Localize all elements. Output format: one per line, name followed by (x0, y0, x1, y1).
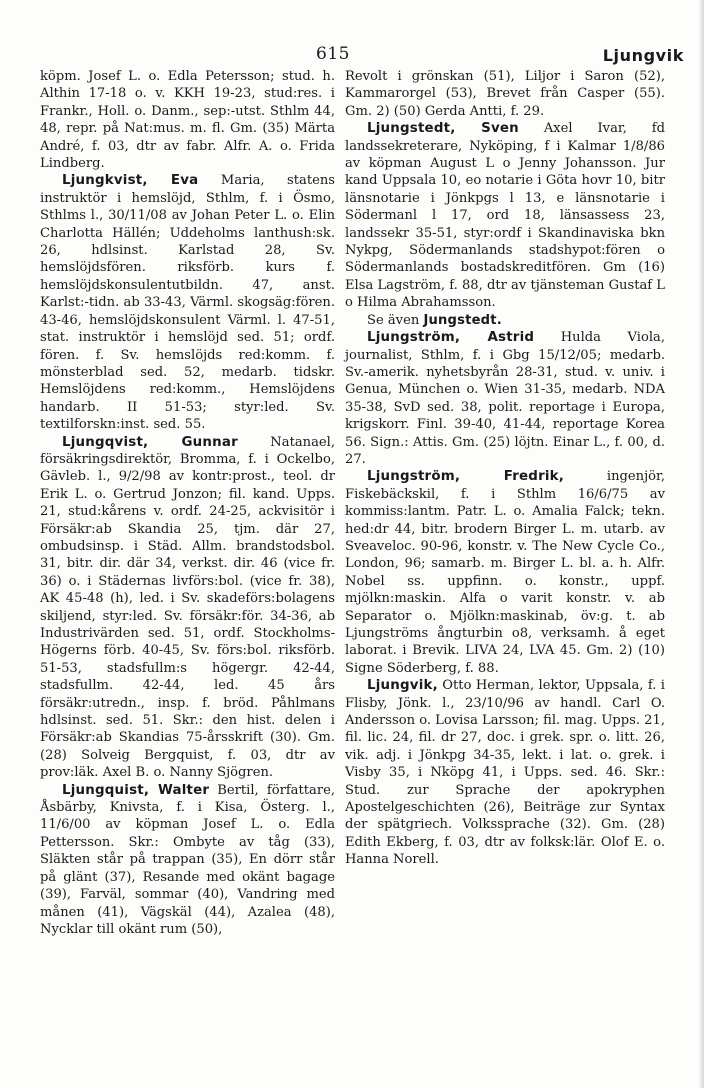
entry-ljungkvist-eva (40, 172, 335, 433)
left-column (40, 68, 335, 938)
entry-ljungqvist-gunnar (40, 434, 335, 782)
entry-name: Ljungström, Astrid (367, 330, 535, 346)
entry-text: Revolt i grönskan (51), Liljor i Saron (52), Kammarorgel (53), Brevet från Casper (55). Gm. 2) (50) Gerda Antti, f. 29. (345, 69, 665, 119)
entry-text: Natanael, försäkringsdirektör, Bromma, f. i Ockelbo, Gävleb. l., 9/2/98 av kontr:prost., teol. dr Erik L. o. Gertrud Jonzon; fil. kand. Upps. 21, stud:kårens v. ordf. 24-25, ackvisitör i Försäkr:ab Skandia 25, tjm. där 27, ombudsinsp. i Städ. Allm. brandstodsbol. 31, bitr. dir. där 34, verkst. dir. 46 (vice fr. 36) o. i Städernas livförs:bol. (vice fr. 38), AK 45-48 (h), led. i Sv. skadeförs:bolagens skiljend, styr:led. Sv. försäkr:för. 34-36, ab Industrivärden sed. 51, ordf. Stockholms-Högerns förb. 40-45, Sv. förs:bol. riksförb. 51-53, stadsfullm:s högergr. 42-44, stadsfullm. 42-44, led. 45 års försäkr:utredn., insp. f. bröd. Påhlmans hdlsinst. sed. 51. Skr.: den hist. delen i Försäkr:ab Skandias 75-årsskrift (30). Gm. (28) Solveig Bergquist, f. 03, dtr av prov:läk. Axel B. o. Nanny Sjögren. (40, 434, 335, 781)
see-also-label: Se även (367, 312, 424, 328)
entry-text: Hulda Viola, journalist, Sthlm, f. i Gbg 15/12/05; medarb. Sv.-amerik. nyhetsbyrån 28-31, stud. v. univ. i Genua, München o. Wien 31-35, medarb. NDA 35-38, SvD sed. 38, polit. reportage i Europa, krigskorr. Finl. 39-40, 41-44, reportage Korea 56. Sign.: Attis. Gm. (25) löjtn. Einar L., f. 00, d. 27. (345, 330, 665, 467)
entry-text: Otto Herman, lektor, Uppsala, f. i Flisby, Jönk. l., 23/10/96 av handl. Carl O. Andersson o. Lovisa Larsson; fil. mag. Upps. 21, fil. lic. 24, fil. dr 27, doc. i grek. spr. o. litt. 26, vik. adj. i Jönkpg 34-35, lekt. i lat. o. grek. i Visby 35, i Nköpg 41, i Upps. sed. 46. Skr.: Stud. zur Sprache der apokryphen Apostelgeschichten (26), Beiträge zur Syntax der spätgriech. Volkssprache (32). Gm. (28) Edith Ekberg, f. 03, dtr av folksk:lär. Olof E. o. Hanna Norell. (345, 678, 665, 868)
entry-ljungstedt-sven (345, 120, 665, 311)
scan-edge-shadow (698, 0, 704, 1088)
entry-name: Ljungquist, Walter (62, 782, 210, 798)
entry-name: Ljungvik, (367, 678, 438, 694)
entry-text: ingenjör, Fiskebäckskil, f. i Sthlm 16/6/75 av kommiss:lantm. Patr. L. o. Amalia Falck; tekn. hed:dr 44, bitr. brodern Birger L. m. utarb. av Sveaveloc. 90-96, konstr. v. The New Cycle Co., London, 96; samarb. m. Birger L. bl. a. h. Alfr. Nobel ss. uppfinn. o. konstr., uppf. mjölkn:maskin. Alfa o varit konstr. v. ab Separator o. Mjölkn:maskinab, öv:g. t. ab Ljungströms ångturbin o8, verksamh. å eget laborat. i Brevik. LIVA 24, LVA 45. Gm. 2) (10) Signe Söderberg, f. 88. (345, 469, 665, 676)
page-number: 615 (316, 44, 350, 64)
entry-ljungstrom-fredrik (345, 468, 665, 677)
entry-name: Ljungqvist, Gunnar (62, 434, 238, 450)
entry-text: Bertil, författare, Åsbärby, Knivsta, f. i Kisa, Österg. l., 11/6/00 av köpman Josef L. o. Edla Pettersson. Skr.: Ombyte av tåg (33), Släkten står på trappan (35), En dörr står på glänt (37), Resande med okänt bagage (39), Farväl, sommar (40), Vandring med månen (41), Vägskäl (44), Azalea (48), Nycklar till okänt rum (50), (40, 782, 335, 937)
entry-ljungquist-walter (40, 782, 335, 939)
entry-name: Ljungström, Fredrik, (367, 469, 565, 485)
right-column (345, 68, 665, 869)
entry-ljungstrom-astrid (345, 329, 665, 468)
entry-name: Ljungkvist, Eva (62, 173, 199, 189)
entry-name: Ljungstedt, Sven (367, 121, 519, 137)
entry-continuation (345, 68, 665, 120)
see-also-name[interactable]: Jungstedt. (423, 312, 502, 328)
entry-text: Maria, statens instruktör i hemslöjd, Sthlm, f. i Ösmo, Sthlms l., 30/11/08 av Johan Peter L. o. Elin Charlotta Hällén; Uddeholms lanthush:sk. 26, hdlsinst. Karlstad 28, Sv. hemslöjdsfören. riksförb. kurs f. hemslöjdskonsulentutbildn. 47, anst. Karlst:-tidn. ab 33-43, Värml. skogsäg:fören. 43-46, hemslöjdskonsulent Värml. l. 47-51, stat. instruktör i hemslöjd sed. 51; ordf. fören. f. Sv. hemslöjds red:komm. f. mönsterblad sed. 52, medarb. tidskr. Hemslöjdens red:komm., Hemslöjdens handarb. II 51-53; styr:led. Sv. textilforskn:inst. sed. 55. (40, 173, 336, 433)
entry-text: Axel Ivar, fd landssekreterare, Nyköping, f i Kalmar 1/8/86 av köpman August L o Jenny Johansson. Jur kand Uppsala 10, eo notarie i Göta hovr 10, bitr länsnotarie i Jönkpgs l 13, e länsnotarie i Södermanl l 17, ord 18, länsassess 23, landssekr 35-51, styr:ordf i Skandinaviska bkn Nykpg, Södermanlands stadshypot:fören o Södermanlands bostadskreditfören. Gm (16) Elsa Lagström, f. 88, dtr av tjänsteman Gustaf L o Hilma Abrahamsson. (345, 121, 665, 311)
entry-ljungvik-otto (345, 677, 665, 868)
entry-text: köpm. Josef L. o. Edla Petersson; stud. h. Althin 17-18 o. v. KKH 19-23, stud:res. i Frankr., Holl. o. Danm., sep:-utst. Sthlm 44, 48, repr. på Nat:mus. m. fl. Gm. (35) Märta André, f. 03, dtr av fabr. Alfr. A. o. Frida Lindberg. (40, 69, 335, 172)
entry-continuation (40, 68, 335, 172)
running-head: Ljungvik (602, 46, 684, 65)
see-also-reference (345, 312, 665, 329)
